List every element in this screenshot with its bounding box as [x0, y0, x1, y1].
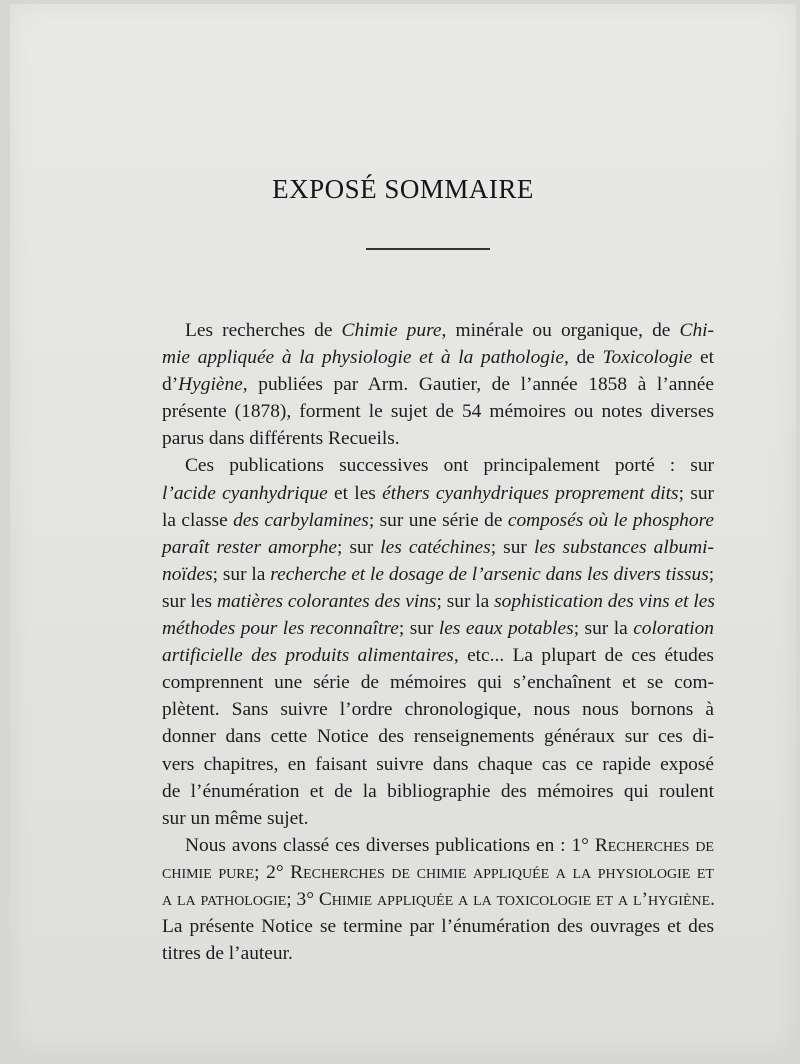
- text-run: et les: [327, 482, 383, 504]
- text-run: ; sur: [678, 482, 715, 504]
- small-caps-run: chimie pure: [162, 861, 255, 883]
- italic-run: coloration: [633, 618, 714, 640]
- text-run: Les recherches de: [185, 320, 342, 341]
- small-caps-run: Recherches de: [594, 834, 714, 856]
- text-run: , minérale ou organique, de: [441, 320, 680, 341]
- text-line: [162, 642, 714, 669]
- italic-run: l’acide cyanhydrique: [162, 482, 328, 504]
- text-run: donner dans cette Notice des renseignements généraux sur ces di-: [162, 726, 714, 748]
- text-run: la classe: [162, 509, 234, 531]
- text-run: ; sur: [398, 618, 439, 640]
- text-line: [162, 371, 714, 398]
- italic-run: composés où le phosphore: [507, 509, 714, 531]
- text-line: [162, 696, 714, 723]
- italic-run: les eaux potables: [438, 618, 574, 640]
- paragraph: [162, 317, 714, 452]
- body-text: [162, 317, 714, 967]
- text-line: [162, 480, 714, 507]
- page-title: EXPOSÉ SOMMAIRE: [272, 174, 534, 204]
- text-line: [162, 859, 714, 886]
- text-run: de l’énumération et de la bibliographie des mémoires qui roulent: [162, 780, 714, 802]
- text-line: [162, 832, 714, 859]
- text-line: [162, 886, 714, 913]
- text-line: [162, 344, 714, 371]
- text-line: [162, 805, 714, 832]
- text-line: [162, 913, 714, 940]
- text-run: ; 2°: [254, 861, 291, 883]
- text-run: ; sur la: [573, 618, 634, 640]
- text-run: ; sur une série de: [368, 509, 508, 531]
- document-page: [10, 4, 796, 1056]
- italic-run: des carbylamines: [233, 509, 369, 531]
- text-line: [162, 615, 714, 642]
- italic-run: Hygiène: [178, 374, 243, 396]
- italic-run: les substances albumi-: [533, 536, 714, 558]
- text-run: ; 3°: [286, 888, 319, 910]
- text-run: , publiées par Arm. Gautier, de l’année 1858 à l’année: [242, 374, 714, 396]
- text-run: titres de l’auteur.: [162, 943, 293, 965]
- paragraph: [162, 832, 714, 967]
- text-run: ; sur la: [212, 563, 271, 585]
- text-line: [162, 588, 714, 615]
- text-run: La présente Notice se termine par l’énumération des ouvrages et des: [162, 916, 714, 938]
- italic-run: méthodes pour les reconnaître: [162, 618, 399, 640]
- text-line: [162, 534, 714, 561]
- text-line: [162, 425, 714, 452]
- text-line: [162, 398, 714, 425]
- italic-run: mie appliquée à la physiologie et à la pathologie: [162, 347, 564, 369]
- italic-run: Chi-: [679, 320, 715, 341]
- text-line: [162, 778, 714, 805]
- italic-run: noïdes: [162, 563, 213, 585]
- text-line: [162, 507, 714, 534]
- text-run: et: [692, 347, 714, 369]
- small-caps-run: Chimie appliquée a la toxicologie et a l’hygiène.: [318, 888, 716, 910]
- text-run: présente (1878), forment le sujet de 54 mémoires ou notes diverses: [162, 401, 714, 423]
- small-caps-run: Recherches de chimie appliquée a la physiologie et: [290, 861, 714, 883]
- paragraph: [162, 452, 714, 831]
- text-line: [162, 940, 714, 967]
- text-run: sur les: [162, 590, 217, 612]
- italic-run: artificielle des produits alimentaires: [162, 645, 454, 667]
- text-line: [162, 561, 714, 588]
- italic-run: Toxicologie: [602, 347, 693, 369]
- text-line: [162, 751, 714, 778]
- text-run: parus dans différents Recueils.: [162, 428, 400, 450]
- small-caps-run: a la pathologie: [162, 888, 287, 910]
- text-run: ; sur: [490, 536, 534, 558]
- italic-run: les catéchines: [380, 536, 491, 558]
- text-line: [162, 723, 714, 750]
- text-line: [162, 452, 714, 479]
- text-run: sur un même sujet.: [162, 807, 309, 829]
- italic-run: matières colorantes des vins: [216, 590, 437, 612]
- italic-run: sophistication des vins et les: [494, 590, 715, 612]
- text-run: d’: [162, 374, 179, 396]
- text-run: vers chapitres, en faisant suivre dans chaque cas ce rapide exposé: [162, 753, 714, 775]
- text-run: Ces publications successives ont principalement porté : sur: [185, 455, 714, 477]
- text-line: [162, 669, 714, 696]
- text-run: ; sur la: [436, 590, 495, 612]
- text-run: ; sur: [337, 536, 381, 558]
- italic-run: éthers cyanhydriques proprement dits: [382, 482, 679, 504]
- text-run: , de: [563, 347, 603, 369]
- title-divider: [366, 248, 490, 250]
- italic-run: Chimie pure: [341, 320, 442, 341]
- italic-run: recherche et le dosage de l’arsenic dans les divers tissus: [270, 563, 709, 585]
- text-run: Nous avons classé ces diverses publications en : 1°: [185, 834, 595, 856]
- text-line: [162, 317, 714, 344]
- text-run: comprennent une série de mémoires qui s’enchaînent et se com-: [162, 672, 714, 694]
- text-run: ;: [708, 563, 715, 585]
- text-run: plètent. Sans suivre l’ordre chronologique, nous nous bornons à: [162, 699, 714, 721]
- text-run: , etc... La plupart de ces études: [453, 645, 714, 667]
- italic-run: paraît rester amorphe: [162, 536, 338, 558]
